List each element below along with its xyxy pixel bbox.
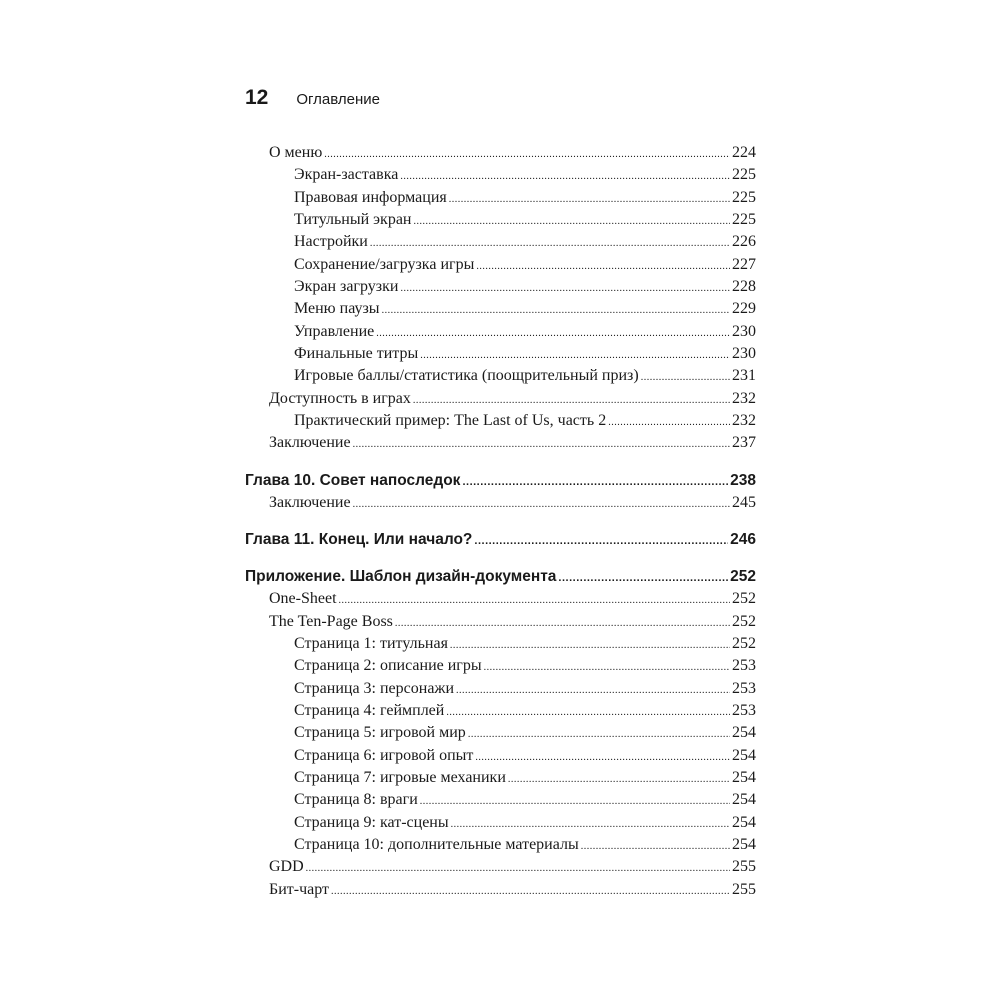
toc-entry-title: Бит-чарт <box>269 880 329 898</box>
dot-leader <box>324 144 730 166</box>
toc-entry-page: 254 <box>732 791 756 809</box>
toc-entry-title: Страница 8: враги <box>294 791 418 809</box>
toc-entry-title: Страница 9: кат-сцены <box>294 813 449 831</box>
dot-leader <box>446 702 730 724</box>
toc-entry[interactable] <box>245 678 756 700</box>
toc-entry[interactable] <box>245 492 756 514</box>
toc-entry-title: Страница 6: игровой опыт <box>294 746 474 764</box>
toc-entry[interactable] <box>245 343 756 365</box>
toc-chapter-10[interactable] <box>245 470 756 492</box>
toc-entry[interactable] <box>245 588 756 610</box>
toc-chapter-title: Приложение. Шаблон дизайн-документа <box>245 568 557 586</box>
toc-entry[interactable] <box>245 231 756 253</box>
toc-entry-page: 255 <box>732 858 756 876</box>
toc-entry-title: Страница 5: игровой мир <box>294 724 466 742</box>
toc-entry-title: Практический пример: The Last of Us, часть 2 <box>294 412 607 430</box>
dot-leader <box>558 567 728 589</box>
toc-entry-title: Меню паузы <box>294 300 380 318</box>
dot-leader <box>370 233 730 255</box>
toc-entry[interactable] <box>245 856 756 878</box>
toc-chapter-page: 238 <box>730 471 756 489</box>
toc-group-chapter-10 <box>245 492 756 514</box>
toc-entry-page: 253 <box>732 701 756 719</box>
toc-entry-page: 225 <box>732 188 756 206</box>
toc-entry[interactable] <box>245 611 756 633</box>
toc-entry-page: 232 <box>732 389 756 407</box>
toc-entry[interactable] <box>245 187 756 209</box>
toc-chapter-page: 246 <box>730 531 756 549</box>
toc-entry-page: 232 <box>732 412 756 430</box>
toc-entry[interactable] <box>245 812 756 834</box>
toc-entry-page: 245 <box>732 493 756 511</box>
toc-entry-page: 227 <box>732 255 756 273</box>
toc-entry-title: Доступность в играх <box>269 389 411 407</box>
toc-entry-title: Экран загрузки <box>294 278 399 296</box>
toc-entry-title: Заключение <box>269 493 351 511</box>
toc-entry-page: 254 <box>732 768 756 786</box>
toc-entry-page: 225 <box>732 166 756 184</box>
dot-leader <box>475 747 730 769</box>
toc-entry-title: Настройки <box>294 233 368 251</box>
toc-entry[interactable] <box>245 254 756 276</box>
toc-entry[interactable] <box>245 321 756 343</box>
toc-entry-page: 231 <box>732 367 756 385</box>
toc-entry-title: О меню <box>269 144 323 161</box>
toc-entry[interactable] <box>245 298 756 320</box>
toc-entry-page: 230 <box>732 322 756 340</box>
dot-leader <box>382 300 730 322</box>
dot-leader <box>395 613 730 635</box>
toc-entry-title: Страница 1: титульная <box>294 634 448 652</box>
toc-entry-page: 254 <box>732 813 756 831</box>
toc-entry-title: Экран-заставка <box>294 166 399 184</box>
toc-entry[interactable] <box>245 745 756 767</box>
toc-entry[interactable] <box>245 276 756 298</box>
toc-entry-title: GDD <box>269 858 304 876</box>
toc-entry[interactable] <box>245 655 756 677</box>
toc-entry-title: Страница 2: описание игры <box>294 657 482 675</box>
toc-entry[interactable] <box>245 767 756 789</box>
toc-entry-page: 254 <box>732 835 756 853</box>
toc-entry-page: 226 <box>732 233 756 251</box>
toc-entry-page: 252 <box>732 590 756 608</box>
toc-entry-page: 252 <box>732 612 756 630</box>
toc-group-appendix <box>245 588 756 901</box>
toc-entry-page: 228 <box>732 278 756 296</box>
dot-leader <box>508 769 730 791</box>
toc-entry-title: Правовая информация <box>294 188 447 206</box>
dot-leader <box>451 814 730 836</box>
toc-entry-page: 254 <box>732 724 756 742</box>
toc-entry[interactable] <box>245 834 756 856</box>
dot-leader <box>306 858 730 880</box>
toc-entry-page: 253 <box>732 657 756 675</box>
dot-leader <box>339 590 730 612</box>
toc-entry[interactable] <box>245 879 756 901</box>
toc-entry-title: Страница 3: персонажи <box>294 679 455 697</box>
dot-leader <box>413 211 730 233</box>
toc-entry[interactable] <box>245 722 756 744</box>
dot-leader <box>353 494 730 516</box>
toc-entry[interactable] <box>245 209 756 231</box>
toc-entry-page: 225 <box>732 211 756 229</box>
dot-leader <box>353 434 730 456</box>
toc-chapter-title: Глава 10. Совет напоследок <box>245 471 461 489</box>
toc-entry[interactable] <box>245 789 756 811</box>
toc-entry-page: 252 <box>732 634 756 652</box>
toc-chapter-11[interactable] <box>245 529 756 551</box>
toc-entry-page: 253 <box>732 679 756 697</box>
dot-leader <box>608 412 730 434</box>
toc-entry-page: 229 <box>732 300 756 318</box>
toc-entry-page: 254 <box>732 746 756 764</box>
toc-chapter-page: 252 <box>730 568 756 586</box>
dot-leader <box>484 657 730 679</box>
toc-entry-title: Сохранение/загрузка игры <box>294 255 475 273</box>
toc-entry-title: Управление <box>294 322 375 340</box>
toc-entry[interactable] <box>245 700 756 722</box>
toc-entry-title: Титульный экран <box>294 211 412 229</box>
toc-entry-title: Страница 10: дополнительные материалы <box>294 835 579 853</box>
dot-leader <box>474 530 728 552</box>
running-header <box>245 86 380 114</box>
toc-entry[interactable] <box>245 365 756 387</box>
toc-entry-title: Страница 4: геймплей <box>294 701 445 719</box>
toc-entry-title: Финальные титры <box>294 345 419 363</box>
dot-leader <box>462 471 728 493</box>
toc-entry[interactable] <box>245 633 756 655</box>
toc-entry-page: 255 <box>732 880 756 898</box>
toc-entry-title: Заключение <box>269 434 351 452</box>
toc-entry-page: 224 <box>732 144 756 161</box>
dot-leader <box>456 680 730 702</box>
toc-entry[interactable] <box>245 410 756 432</box>
toc-entry-page: 237 <box>732 434 756 452</box>
toc-entry-title: One-Sheet <box>269 590 337 608</box>
dot-leader <box>641 367 730 389</box>
toc-entry-title: The Ten-Page Boss <box>269 612 393 630</box>
toc-entry-title: Игровые баллы/статистика (поощрительный приз) <box>294 367 639 385</box>
dot-leader <box>420 345 730 367</box>
toc-group-menu <box>245 142 756 455</box>
table-of-contents <box>245 142 756 901</box>
dot-leader <box>420 791 730 813</box>
toc-chapter-title: Глава 11. Конец. Или начало? <box>245 531 473 549</box>
dot-leader <box>400 166 730 188</box>
dot-leader <box>476 256 730 278</box>
toc-entry[interactable] <box>245 142 756 164</box>
toc-entry[interactable] <box>245 432 756 454</box>
dot-leader <box>331 881 730 903</box>
page-number: 12 <box>245 86 269 109</box>
dot-leader <box>468 724 730 746</box>
toc-entry-title: Страница 7: игровые механики <box>294 768 506 786</box>
toc-appendix[interactable] <box>245 566 756 588</box>
dot-leader <box>400 278 730 300</box>
dot-leader <box>581 836 730 858</box>
section-title: Оглавление <box>296 91 380 108</box>
toc-entry[interactable] <box>245 388 756 410</box>
toc-entry-page: 230 <box>732 345 756 363</box>
dot-leader <box>450 635 730 657</box>
dot-leader <box>413 390 730 412</box>
dot-leader <box>376 323 730 345</box>
dot-leader <box>449 189 730 211</box>
toc-entry[interactable] <box>245 164 756 186</box>
